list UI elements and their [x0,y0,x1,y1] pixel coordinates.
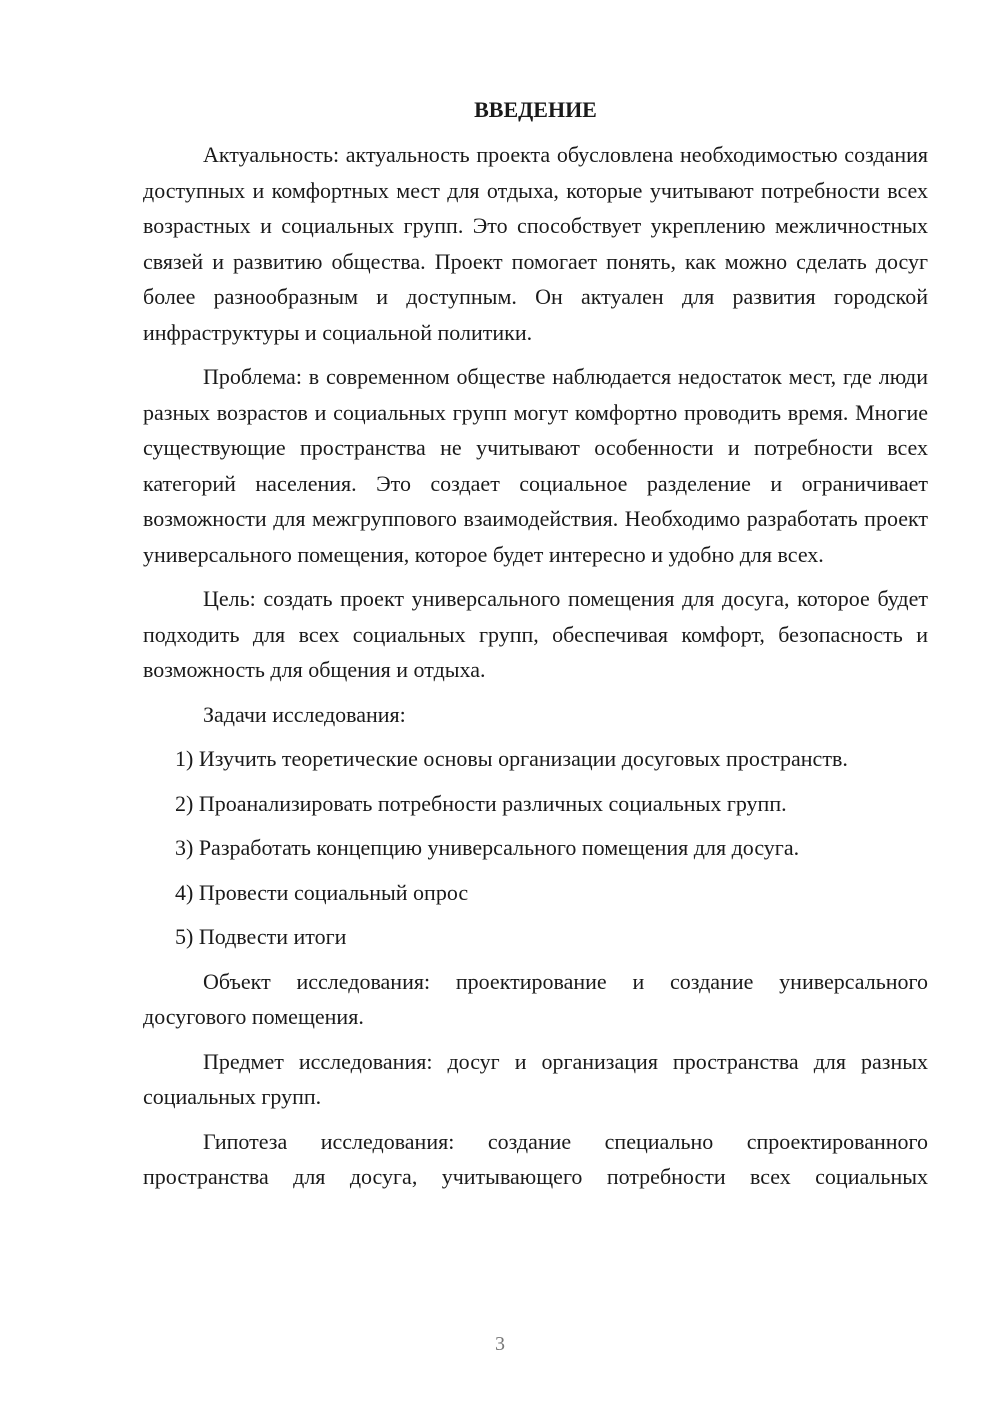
task-item-4: 4) Провести социальный опрос [175,879,469,905]
task-item-2: 2) Проанализировать потребности различных социальных групп. [175,790,787,816]
paragraph-problem: Проблема: в современном обществе наблюдается недостаток мест, где люди разных возрастов и социальных групп могут комфортно проводить время. Многие существующие пространства не учитывают особенности и потребности всех категорий населения. Это создает социальное разделение и ограничивает возможности для межгруппового взаимодействия. Необходимо разработать проект универсального помещения, которое будет интересно и удобно для всех. [143,364,928,567]
tasks-heading: Задачи исследования: [203,701,406,727]
task-item-1: 1) Изучить теоретические основы организации досуговых пространств. [175,746,848,771]
paragraph-goal: Цель: создать проект универсального помещения для досуга, которое будет подходить для всех социальных групп, обеспечивая комфорт, безопасность и возможность для общения и отдыха. [143,586,928,682]
paragraph-actuality: Актуальность: актуальность проекта обусловлена необходимостью создания доступных и комфортных мест для отдыха, которые учитывают потребности всех возрастных и социальных групп. Это способствует укреплению межличностных связей и развитию общества. Проект помогает понять, как можно сделать досуг более разнообразным и доступным. Он актуален для развития городской инфраструктуры и социальной политики. [143,142,928,345]
paragraph-subject: Предмет исследования: досуг и организация пространства для разных социальных групп. [143,1048,928,1109]
task-item-3: 3) Разработать концепцию универсального помещения для досуга. [175,835,800,860]
section-title: ВВЕДЕНИЕ [474,97,597,122]
task-item-5: 5) Подвести итоги [175,924,347,949]
document-body [143,92,928,1204]
paragraph-object: Объект исследования: проектирование и создание универсального досугового помещения. [143,968,928,1029]
page-number: 3 [495,1333,505,1355]
paragraph-hypothesis: Гипотеза исследования: создание специально спроектированного пространства для досуга, учитывающего потребности всех социальных [143,1128,928,1189]
